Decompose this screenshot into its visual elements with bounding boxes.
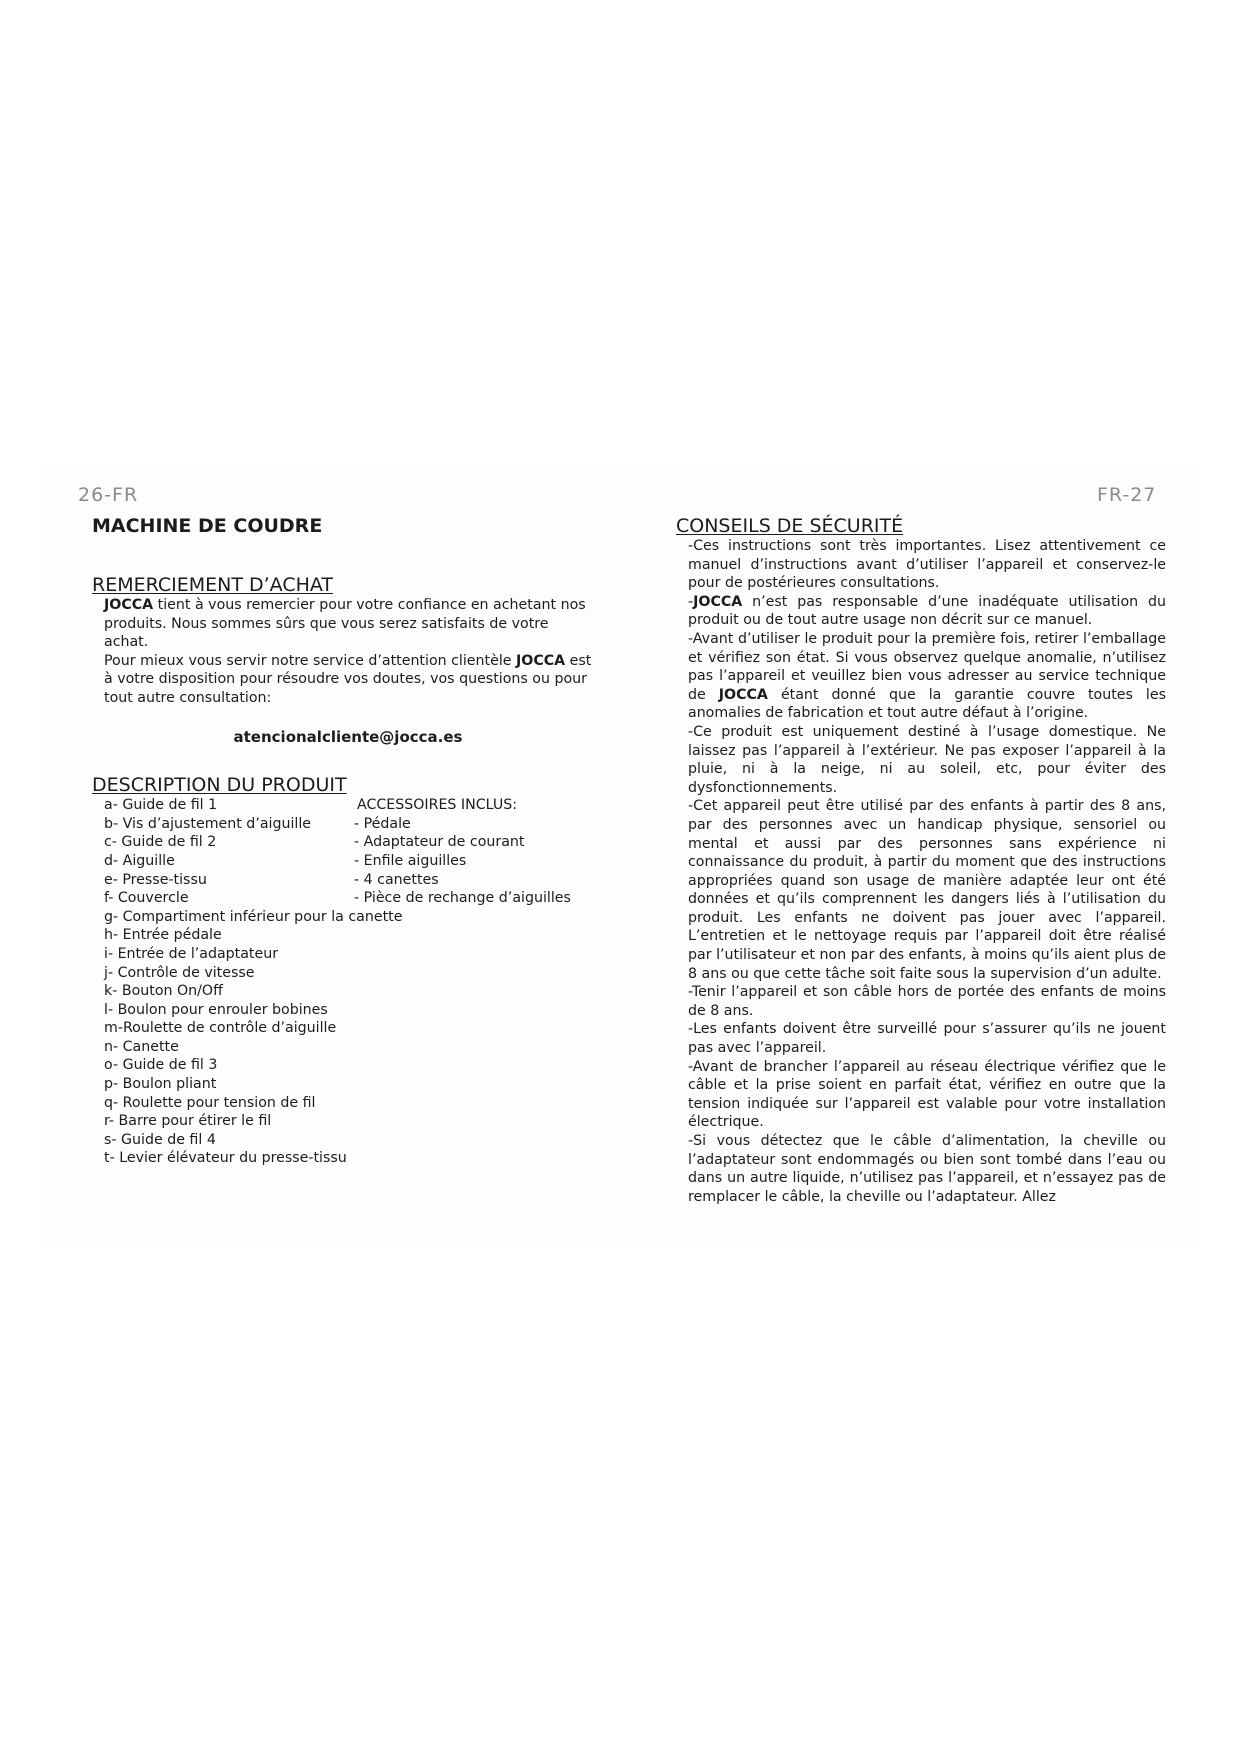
list-item: - Pédale [354,815,411,832]
thanks-heading: REMERCIEMENT D’ACHAT [92,574,334,596]
safety-paragraph: -JOCCA n’est pas responsable d’une inadéquate utilisation du produit ou de tout autre usage non décrit sur ce manuel. [688,593,1166,629]
list-item: j- Contrôle de vitesse [104,964,255,981]
list-item: k- Bouton On/Off [104,983,223,1000]
list-item: n- Canette [104,1038,179,1055]
safety-paragraph: -Les enfants doivent être surveillé pour s’assurer qu’ils ne jouent pas avec l’appareil. [688,1021,1166,1057]
page-number-right: FR-27 [1097,484,1157,506]
safety-paragraph: -Cet appareil peut être utilisé par des enfants à partir des 8 ans, par des personnes avec un handicap physique, sensoriel ou mental et aussi par des personnes sans expérience ni connaissance du produit, à partir du moment que des instructions appropriées quand son usage de manière adaptée leur ont été données et qu’ils comprennent les dangers liés à l’utilisation du produit. Les enfants ne doivent pas jouer avec l’appareil. L’entretien et le nettoyage requis par l’appareil doit être réalisé par l’utilisateur et non par des enfants, à moins qu’ils aient plus de 8 ans ou que cette tâche soit faite sous la supervision d’un adulte. [688,798,1166,982]
list-item: p- Boulon pliant [104,1076,217,1093]
safety-paragraph: -Ces instructions sont très importantes. Lisez attentivement ce manuel d’instructions avant d’utiliser l’appareil et conservez-le pour de postérieures consultations. [688,538,1166,592]
left-page [92,514,592,1168]
list-item: s- Guide de fil 4 [104,1131,216,1148]
safety-paragraph: -Avant d’utiliser le produit pour la première fois, retirer l’emballage et vérifiez son état. Si vous observez quelque anomalie, n’utilisez pas l’appareil et veuillez bien vous adresser au service technique de JOCCA étant donné que la garantie couvre toutes les anomalies de fabrication et tout autre défaut à l’origine. [688,630,1166,722]
brand-name: JOCCA [693,593,743,610]
safety-paragraph: -Ce produit est uniquement destiné à l’usage domestique. Ne laissez pas l’appareil à l’extérieur. Ne pas exposer l’appareil à la pluie, ni à la neige, ni au soleil, etc, pour éviter des dysfonctionnements. [688,723,1166,796]
parts-list [104,796,592,1168]
product-description [92,796,592,1168]
page-number-left: 26-FR [78,484,139,506]
list-item: - Pièce de rechange d’aiguilles [354,890,571,907]
list-item: q- Roulette pour tension de fil [104,1094,316,1111]
thanks-paragraph-2: Pour mieux vous servir notre service d’attention clientèle JOCCA est à votre disposition pour résoudre vos doutes, vos questions ou pour tout autre consultation: [104,652,592,706]
list-item: h- Entrée pédale [104,927,222,944]
list-item: c- Guide de fil 2 [104,834,217,851]
list-item: o- Guide de fil 3 [104,1057,218,1074]
list-item: i- Entrée de l’adaptateur [104,945,279,962]
brand-name: JOCCA [104,597,154,613]
list-item: b- Vis d’ajustement d’aiguille [104,815,312,832]
brand-name: JOCCA [516,652,566,669]
list-item: - 4 canettes [354,871,439,888]
list-item: - Adaptateur de courant [354,834,525,851]
thanks-paragraph-1: JOCCA tient à vous remercier pour votre confiance en achetant nos produits. Nous sommes sûrs que vous serez satisfaits de votre achat. [104,597,586,651]
thanks-body [92,596,592,746]
list-item: d- Aiguille [104,852,175,869]
list-item: r- Barre pour étirer le fil [104,1113,272,1130]
list-item: g- Compartiment inférieur pour la canette [104,908,403,925]
accessories-list [354,796,614,908]
document-title: MACHINE DE COUDRE [92,515,323,537]
list-item: f- Couvercle [104,890,189,907]
list-item: - Enfile aiguilles [354,852,467,869]
list-item: l- Boulon pour enrouler bobines [104,1001,328,1018]
right-page [676,514,1166,1206]
safety-paragraph: -Si vous détectez que le câble d’alimentation, la cheville ou l’adaptateur sont endommagés ou bien sont tombé dans l’eau ou dans un autre liquide, n’utilisez pas l’appareil, et n’essayez pas de remplacer le câble, la cheville ou l’adaptateur. Allez [688,1133,1166,1205]
accessories-title: ACCESSOIRES INCLUS: [357,797,518,814]
list-item: a- Guide de fil 1 [104,797,218,814]
list-item: m-Roulette de contrôle d’aiguille [104,1020,337,1037]
safety-paragraph: -Tenir l’appareil et son câble hors de portée des enfants de moins de 8 ans. [688,984,1166,1019]
brand-name: JOCCA [718,686,768,703]
list-item: e- Presse-tissu [104,871,207,888]
list-item: t- Levier élévateur du presse-tissu [104,1150,347,1167]
safety-paragraph: -Avant de brancher l’appareil au réseau électrique vérifiez que le câble et la prise soient en parfait état, vérifiez en outre que la tension indiquée sur l’appareil est valable pour votre installation électrique. [688,1058,1166,1131]
description-heading: DESCRIPTION DU PRODUIT [92,774,347,797]
safety-heading: CONSEILS DE SÉCURITÉ [676,515,904,537]
safety-body [676,537,1166,1206]
support-email: atencionalcliente@jocca.es [233,727,463,746]
